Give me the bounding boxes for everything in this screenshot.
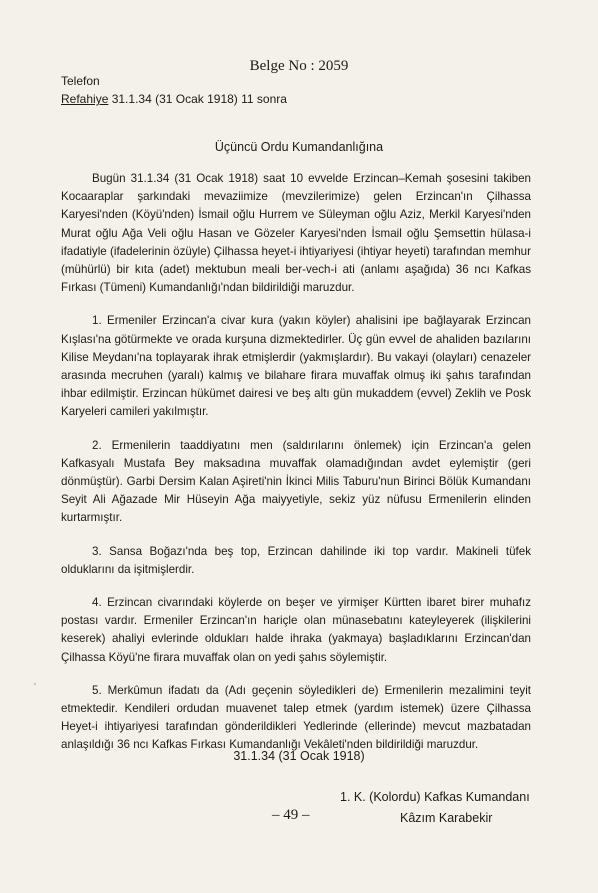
page-number: – 49 – [272, 807, 310, 823]
bleed-through-text [410, 78, 580, 168]
addressee: Üçüncü Ordu Kumandanlığına [214, 140, 384, 154]
paragraph-4: 4. Erzincan civarındaki köylerde on beşer ve yirmişer Kürtten ibaret birer muhafız postası vardır. Ermeniler Erzincan'ın hariçle olan münasebatını kateyleyerek (ilişkilerini keserek) ahaliyi evlerinde oldukları halde ihraka (yakmaya) başladıklarını Erzincan'dan Çilhassa Köyü'ne firara muvaffak olan on yedi şahıs söylemiştir. [61, 596, 531, 664]
signer-title: 1. K. (Kolordu) Kafkas Kumandanı [340, 790, 530, 804]
paragraph-2: 2. Ermenilerin taaddiyatını men (saldırılarını önlemek) için Erzincan'a gelen Kafkasyalı Mustafa Bey maksadına muvaffak olamadığından avdet eylemiştir (geri dönmüştür). Garbi Dersim Kalan Aşireti'nin İkinci Milis Taburu'nun Birinci Bölük Kumandanı Seyit Ali Ağazade Mir Hüseyin Ağa maiyyetiyle, sekiz yüz nüfusu Ermenilerin elinden kurtarmıştır. [61, 438, 531, 525]
paragraph-3: 3. Sansa Boğazı'nda beş top, Erzincan dahilinde iki top vardır. Makineli tüfek olduklarını da işitmişlerdir. [61, 544, 531, 576]
margin-mark: ' [34, 682, 36, 693]
signer-name: Kâzım Karabekir [400, 811, 493, 825]
paragraph-1: 1. Ermeniler Erzincan'a civar kura (yakın köyler) ahalisini ipe bağlayarak Erzincan Kışlası'na götürmekte ve orada kurşuna dizmektedirler. Üç gün evvel de ahaliden bazılarını Kilise Meydanı'na toplayarak ihrak etmişlerdir (yakmışlardır). Bu vakayi (olayları) cenazeler arasında mecruhen (yaralı) kalmış ve bilahare firara muvaffak olmuş iki şahıs tarafından ihbar edilmiştir. Erzincan hükümet dairesi ve beş altı gün mukaddem (evvel) Zeklih ve Posk Karyeleri camileri yakılmıştır. [61, 314, 531, 419]
telegram-type: Telefon [61, 74, 100, 88]
letter-body [61, 170, 531, 770]
paragraph-5: 5. Merkûmun ifadatı da (Adı geçenin söyledikleri de) Ermenilerin mezalimini teyit etmektedir. Kendileri ordudan muavenet talep etmek (yardım istemek) üzere Çilhassa Heyet-i ihtiyariyesi tarafından gönderildikleri Yedlerinde (ellerinde) mevcut mazbatadan anlaşıldığı 36 ncı Kafkas Fırkası Kumandanlığı Vekâleti'nden bildirildiği maruzdur. [61, 683, 531, 752]
origin-place: Refahiye [61, 92, 109, 106]
closing-date: 31.1.34 (31 Ocak 1918) [233, 749, 365, 763]
origin-datetime: 31.1.34 (31 Ocak 1918) 11 sonra [108, 92, 287, 106]
intro-paragraph: Bugün 31.1.34 (31 Ocak 1918) saat 10 evvelde Erzincan–Kemah şosesini takiben Kocaaraplar şarkındaki mevaziimize (mevzilerimize) gelen Erzincan'ın Çilhassa Karyesi'nden (Köyü'nden) İsmail oğlu Hurrem ve Süleyman oğlu Aziz, Merkil Karyesi'nden Murat oğlu Ağa Veli oğlu Hasan ve Gözeler Karyesi'nden İsmail oğlu Şemsettin hülasa-i ifadatiyle (ifadelerinin özüyle) Çilhassa heyet-i ihtiyariyesi (ihtiyar heyeti) tarafından memhur (mühürlü) bir kıta (adet) mektubun meali ber-vech-i ati (anlamı aşağıda) 36 ncı Kafkas Fırkası (Tümeni) Kumandanlığı'ndan bildirildiği maruzdur. [61, 172, 531, 295]
origin-and-date [61, 92, 287, 106]
document-number: Belge No : 2059 [249, 58, 349, 74]
